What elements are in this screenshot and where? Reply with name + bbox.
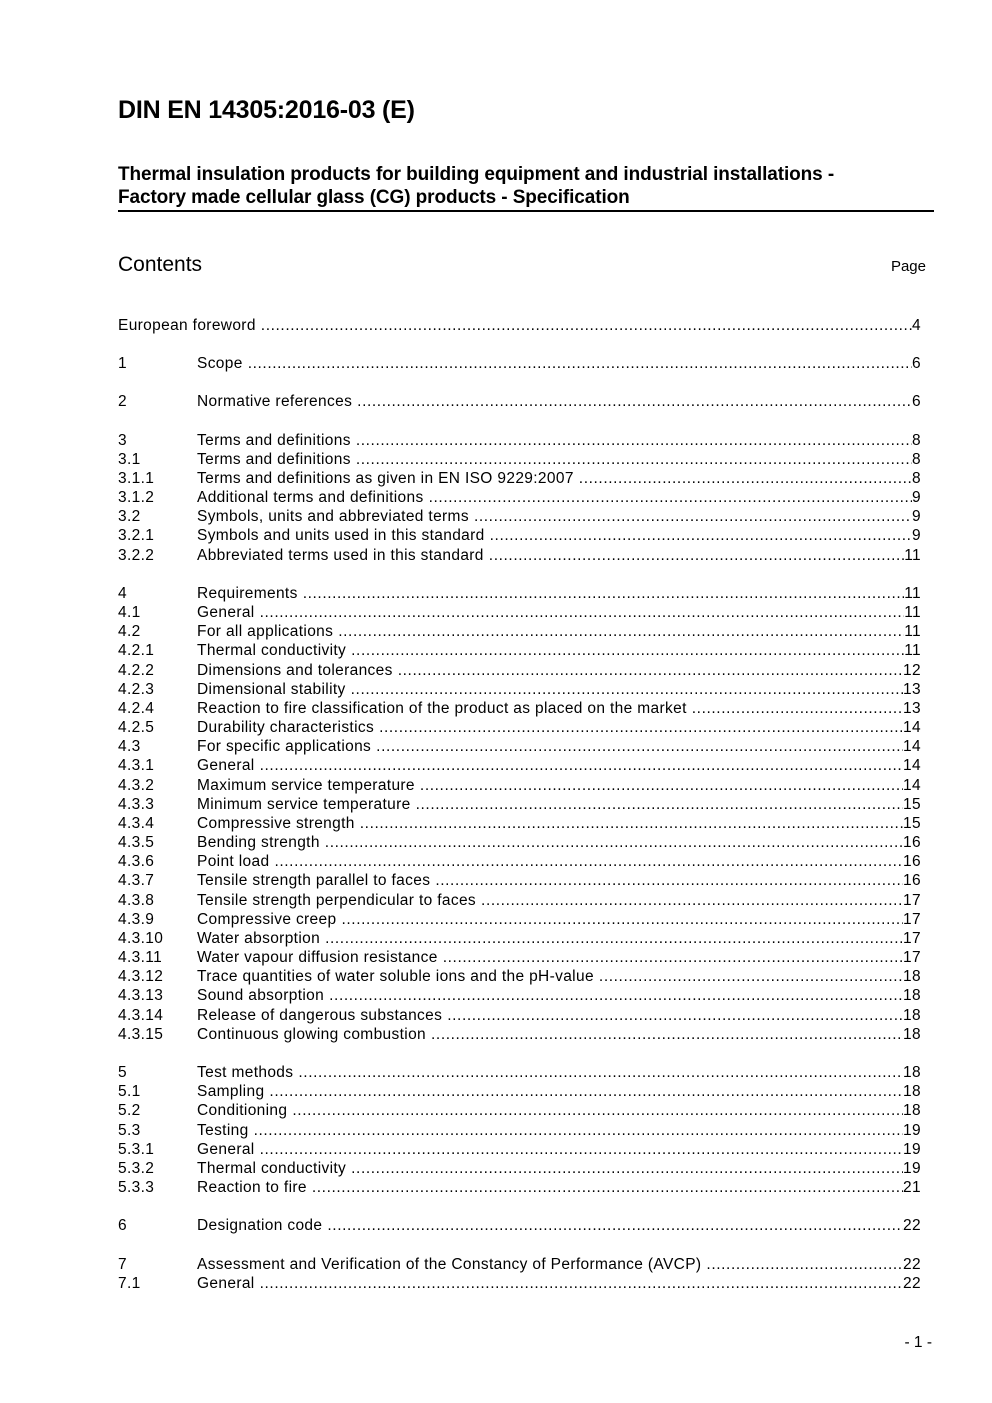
toc-leader-dots: [248, 354, 912, 373]
toc-entry[interactable]: [118, 1178, 921, 1197]
toc-entry-title: Dimensional stability: [197, 681, 346, 698]
toc-entry-number: 3.1: [118, 451, 141, 468]
toc-entry-title: Scope: [197, 355, 243, 372]
toc-entry-number: 7.1: [118, 1275, 141, 1292]
toc-entry-page: 11: [904, 604, 921, 621]
toc-entry-number: 4.3.10: [118, 930, 164, 947]
toc-entry[interactable]: [118, 526, 921, 545]
toc-entry-number: 5.1: [118, 1083, 141, 1100]
toc-entry[interactable]: [118, 756, 921, 775]
toc-entry-title: Bending strength: [197, 834, 320, 851]
toc-entry-number: 3.2.1: [118, 527, 155, 544]
toc-entry-page: 17: [903, 930, 921, 947]
toc-entry-title: Durability characteristics: [197, 719, 375, 736]
toc-leader-dots: [329, 986, 903, 1005]
toc-entry-number: 4.3.14: [118, 1007, 164, 1024]
toc-entry-title: Water absorption: [197, 930, 321, 947]
toc-entry[interactable]: [118, 814, 921, 833]
toc-entry-number: 4: [118, 585, 127, 602]
toc-entry[interactable]: [118, 1101, 921, 1120]
toc-entry[interactable]: [118, 1140, 921, 1159]
toc-entry-page: 14: [903, 777, 921, 794]
toc-entry-page: 17: [903, 949, 921, 966]
toc-leader-dots: [579, 469, 912, 488]
toc-entry-page: 6: [912, 355, 921, 372]
toc-entry[interactable]: [118, 641, 921, 660]
toc-entry[interactable]: [118, 450, 921, 469]
contents-heading: Contents: [118, 253, 203, 276]
toc-entry-title: For specific applications: [197, 738, 372, 755]
toc-entry-title: Minimum service temperature: [197, 796, 411, 813]
toc-entry-title: Additional terms and definitions: [197, 489, 424, 506]
toc-entry-number: 5.3.1: [118, 1141, 155, 1158]
page-column-label: Page: [890, 258, 926, 275]
toc-entry[interactable]: [118, 776, 921, 795]
toc-entry-title: Reaction to fire classification of the product as placed on the market: [197, 700, 687, 717]
toc-entry[interactable]: [118, 967, 921, 986]
toc-leader-dots: [269, 1082, 903, 1101]
toc-entry-number: 4.3.13: [118, 987, 164, 1004]
document-id: DIN EN 14305:2016-03 (E): [118, 96, 415, 124]
toc-entry[interactable]: [118, 603, 921, 622]
toc-entry[interactable]: [118, 1121, 921, 1140]
toc-entry-page: 11: [904, 623, 921, 640]
toc-entry-number: 3.1.1: [118, 470, 155, 487]
toc-leader-dots: [356, 431, 912, 450]
toc-entry-number: 4.3.6: [118, 853, 155, 870]
toc-leader-dots: [260, 603, 905, 622]
toc-entry-page: 18: [903, 968, 921, 985]
toc-entry[interactable]: [118, 661, 921, 680]
toc-entry-title: Thermal conductivity: [197, 642, 347, 659]
toc-entry-number: 4.3.4: [118, 815, 155, 832]
toc-entry-title: Tensile strength perpendicular to faces: [197, 892, 477, 909]
toc-entry-title: Release of dangerous substances: [197, 1007, 443, 1024]
toc-leader-dots: [312, 1178, 903, 1197]
toc-leader-dots: [490, 526, 912, 545]
toc-entry[interactable]: [118, 929, 921, 948]
toc-leader-dots: [260, 756, 903, 775]
toc-entry-number: 4.2: [118, 623, 141, 640]
toc-entry[interactable]: [118, 1082, 921, 1101]
toc-leader-dots: [416, 795, 903, 814]
toc-entry-page: 9: [912, 527, 921, 544]
toc-entry-title: Requirements: [197, 585, 298, 602]
toc-leader-dots: [489, 546, 904, 565]
toc-entry-page: 9: [912, 508, 921, 525]
toc-entry[interactable]: [118, 833, 921, 852]
toc-entry-title: Water vapour diffusion resistance: [197, 949, 438, 966]
title-divider: [118, 210, 934, 212]
document-title-line-1: Thermal insulation products for building equipment and industrial installations -: [118, 164, 835, 185]
toc-entry-number: 4.2.4: [118, 700, 155, 717]
toc-entry[interactable]: [118, 795, 921, 814]
toc-entry-title: Symbols, units and abbreviated terms: [197, 508, 469, 525]
toc-entry-page: 11: [904, 642, 921, 659]
toc-leader-dots: [341, 910, 903, 929]
toc-entry-page: 14: [903, 719, 921, 736]
toc-entry-number: 4.3.11: [118, 949, 163, 966]
document-title-line-2: Factory made cellular glass (CG) products - Specification: [118, 187, 630, 208]
toc-entry-page: 18: [903, 1064, 921, 1081]
toc-leader-dots: [360, 814, 903, 833]
toc-entry[interactable]: [118, 699, 921, 718]
toc-leader-dots: [254, 1121, 903, 1140]
toc-entry[interactable]: [118, 1274, 921, 1293]
toc-entry-number: 4.3: [118, 738, 141, 755]
toc-entry-title: Dimensions and tolerances: [197, 662, 393, 679]
toc-entry-number: 6: [118, 1217, 127, 1234]
toc-entry-page: 18: [903, 1026, 921, 1043]
page-number: - 1 -: [904, 1334, 932, 1351]
toc-entry-page: 19: [903, 1141, 921, 1158]
toc-leader-dots: [260, 1274, 903, 1293]
toc-entry-page: 21: [903, 1179, 921, 1196]
toc-entry[interactable]: [118, 622, 921, 641]
toc-entry-page: 9: [912, 489, 921, 506]
toc-entry-page: 14: [903, 738, 921, 755]
toc-entry-title: Tensile strength parallel to faces: [197, 872, 431, 889]
toc-entry-page: 8: [912, 451, 921, 468]
toc-entry-page: 11: [904, 585, 921, 602]
toc-entry-page: 11: [904, 547, 921, 564]
toc-entry-number: 4.3.1: [118, 757, 155, 774]
toc-entry-number: 5: [118, 1064, 127, 1081]
toc-entry-title: Maximum service temperature: [197, 777, 415, 794]
toc-entry-number: 4.2.1: [118, 642, 155, 659]
toc-leader-dots: [351, 680, 903, 699]
toc-entry-title: Reaction to fire: [197, 1179, 307, 1196]
toc-entry-number: 4.3.8: [118, 892, 155, 909]
toc-entry-number: 4.3.15: [118, 1026, 164, 1043]
toc-entry-page: 8: [912, 470, 921, 487]
toc-entry-number: 4.2.2: [118, 662, 155, 679]
toc-entry[interactable]: [118, 986, 921, 1005]
toc-leader-dots: [443, 948, 903, 967]
toc-entry-title: Trace quantities of water soluble ions and the pH-value: [197, 968, 594, 985]
toc-entry[interactable]: [118, 737, 921, 756]
toc-entry-page: 6: [912, 393, 921, 410]
toc-entry-number: 3.2.2: [118, 547, 155, 564]
toc-entry-title: Assessment and Verification of the Constancy of Performance (AVCP): [197, 1256, 702, 1273]
toc-entry-title: Designation code: [197, 1217, 323, 1234]
toc-entry-european-foreword[interactable]: [118, 316, 921, 335]
toc-leader-dots: [474, 507, 912, 526]
toc-entry-title: European foreword: [118, 317, 256, 334]
toc-entry-number: 3.2: [118, 508, 141, 525]
toc-entry[interactable]: [118, 392, 921, 411]
toc-entry-page: 15: [903, 815, 921, 832]
toc-entry[interactable]: [118, 488, 921, 507]
toc-entry-number: 5.3.2: [118, 1160, 155, 1177]
toc-entry-title: Compressive strength: [197, 815, 355, 832]
toc-entry-page: 15: [903, 796, 921, 813]
toc-entry-number: 3: [118, 432, 127, 449]
toc-entry-page: 18: [903, 1007, 921, 1024]
toc-entry[interactable]: [118, 469, 921, 488]
toc-entry[interactable]: [118, 546, 921, 565]
toc-leader-dots: [338, 622, 904, 641]
toc-entry-page: 8: [912, 432, 921, 449]
toc-entry[interactable]: [118, 852, 921, 871]
toc-entry-page: 18: [903, 987, 921, 1004]
toc-leader-dots: [379, 718, 903, 737]
toc-entry-number: 3.1.2: [118, 489, 155, 506]
toc-leader-dots: [599, 967, 903, 986]
toc-entry[interactable]: [118, 891, 921, 910]
toc-entry-page: 22: [903, 1275, 921, 1292]
toc-entry[interactable]: [118, 1025, 921, 1044]
toc-leader-dots: [692, 699, 903, 718]
toc-leader-dots: [325, 929, 903, 948]
toc-entry-page: 16: [903, 853, 921, 870]
toc-entry[interactable]: [118, 1159, 921, 1178]
toc-entry[interactable]: [118, 584, 921, 603]
toc-entry-number: 4.3.2: [118, 777, 155, 794]
toc-entry-title: Abbreviated terms used in this standard: [197, 547, 484, 564]
document-title: [118, 163, 934, 209]
toc-entry-page: 4: [912, 317, 921, 334]
toc-entry-title: General: [197, 604, 255, 621]
toc-entry-page: 14: [903, 757, 921, 774]
toc-entry-page: 18: [903, 1102, 921, 1119]
toc-entry-page: 12: [903, 662, 921, 679]
toc-leader-dots: [356, 450, 912, 469]
toc-entry-title: Sampling: [197, 1083, 265, 1100]
toc-entry[interactable]: [118, 1255, 921, 1274]
toc-entry-title: Continuous glowing combustion: [197, 1026, 427, 1043]
toc-entry[interactable]: [118, 1216, 921, 1235]
toc-leader-dots: [274, 852, 903, 871]
toc-entry-title: Terms and definitions as given in EN ISO 9229:2007: [197, 470, 574, 487]
toc-entry-number: 4.3.5: [118, 834, 155, 851]
toc-leader-dots: [327, 1216, 903, 1235]
toc-entry-page: 13: [903, 700, 921, 717]
toc-entry-number: 5.2: [118, 1102, 141, 1119]
toc-entry-title: Test methods: [197, 1064, 294, 1081]
toc-entry-title: Point load: [197, 853, 270, 870]
toc-entry-number: 4.3.7: [118, 872, 155, 889]
toc-entry[interactable]: [118, 871, 921, 890]
toc-leader-dots: [447, 1006, 903, 1025]
toc-leader-dots: [303, 584, 905, 603]
toc-entry-title: Normative references: [197, 393, 353, 410]
toc-entry-number: 4.1: [118, 604, 141, 621]
toc-entry-page: 22: [903, 1256, 921, 1273]
toc-entry-page: 13: [903, 681, 921, 698]
toc-entry[interactable]: [118, 948, 921, 967]
toc-entry-title: General: [197, 757, 255, 774]
toc-entry-page: 19: [903, 1160, 921, 1177]
toc-leader-dots: [351, 641, 904, 660]
toc-entry[interactable]: [118, 431, 921, 450]
toc-entry-title: Compressive creep: [197, 911, 337, 928]
toc-entry-title: Terms and definitions: [197, 432, 351, 449]
toc-entry-number: 1: [118, 355, 127, 372]
toc-entry-number: 4.2.3: [118, 681, 155, 698]
toc-entry-title: For all applications: [197, 623, 334, 640]
toc-entry-number: 5.3.3: [118, 1179, 155, 1196]
toc-leader-dots: [292, 1101, 903, 1120]
toc-entry[interactable]: [118, 354, 921, 373]
toc-leader-dots: [706, 1255, 903, 1274]
toc-entry-page: 16: [903, 872, 921, 889]
toc-entry-title: Testing: [197, 1122, 249, 1139]
toc-entry-number: 2: [118, 393, 127, 410]
toc-entry-number: 7: [118, 1256, 127, 1273]
toc-entry-title: General: [197, 1141, 255, 1158]
toc-entry[interactable]: [118, 718, 921, 737]
toc-entry-title: Symbols and units used in this standard: [197, 527, 485, 544]
toc-entry-page: 22: [903, 1217, 921, 1234]
toc-entry-number: 4.3.3: [118, 796, 155, 813]
toc-entry-title: Thermal conductivity: [197, 1160, 347, 1177]
toc-leader-dots: [351, 1159, 903, 1178]
toc-leader-dots: [420, 776, 903, 795]
toc-leader-dots: [398, 661, 903, 680]
toc-leader-dots: [431, 1025, 903, 1044]
toc-entry-page: 16: [903, 834, 921, 851]
toc-entry-page: 17: [903, 892, 921, 909]
toc-entry[interactable]: [118, 1006, 921, 1025]
toc-entry[interactable]: [118, 910, 921, 929]
toc-leader-dots: [260, 1140, 903, 1159]
toc-leader-dots: [376, 737, 903, 756]
toc-leader-dots: [429, 488, 912, 507]
toc-leader-dots: [325, 833, 903, 852]
toc-entry-number: 4.3.12: [118, 968, 164, 985]
toc-entry[interactable]: [118, 507, 921, 526]
toc-entry-title: General: [197, 1275, 255, 1292]
toc-entry-number: 5.3: [118, 1122, 141, 1139]
toc-entry[interactable]: [118, 1063, 921, 1082]
toc-entry-page: 17: [903, 911, 921, 928]
toc-leader-dots: [435, 871, 903, 890]
toc-entry[interactable]: [118, 680, 921, 699]
toc-entry-page: 18: [903, 1083, 921, 1100]
toc-entry-page: 19: [903, 1122, 921, 1139]
toc-leader-dots: [481, 891, 903, 910]
toc-entry-number: 4.3.9: [118, 911, 155, 928]
toc-entry-number: 4.2.5: [118, 719, 155, 736]
toc-leader-dots: [357, 392, 912, 411]
toc-entry-title: Sound absorption: [197, 987, 325, 1004]
toc-leader-dots: [261, 316, 912, 335]
toc-entry-title: Conditioning: [197, 1102, 288, 1119]
toc-leader-dots: [298, 1063, 903, 1082]
toc-entry-title: Terms and definitions: [197, 451, 351, 468]
